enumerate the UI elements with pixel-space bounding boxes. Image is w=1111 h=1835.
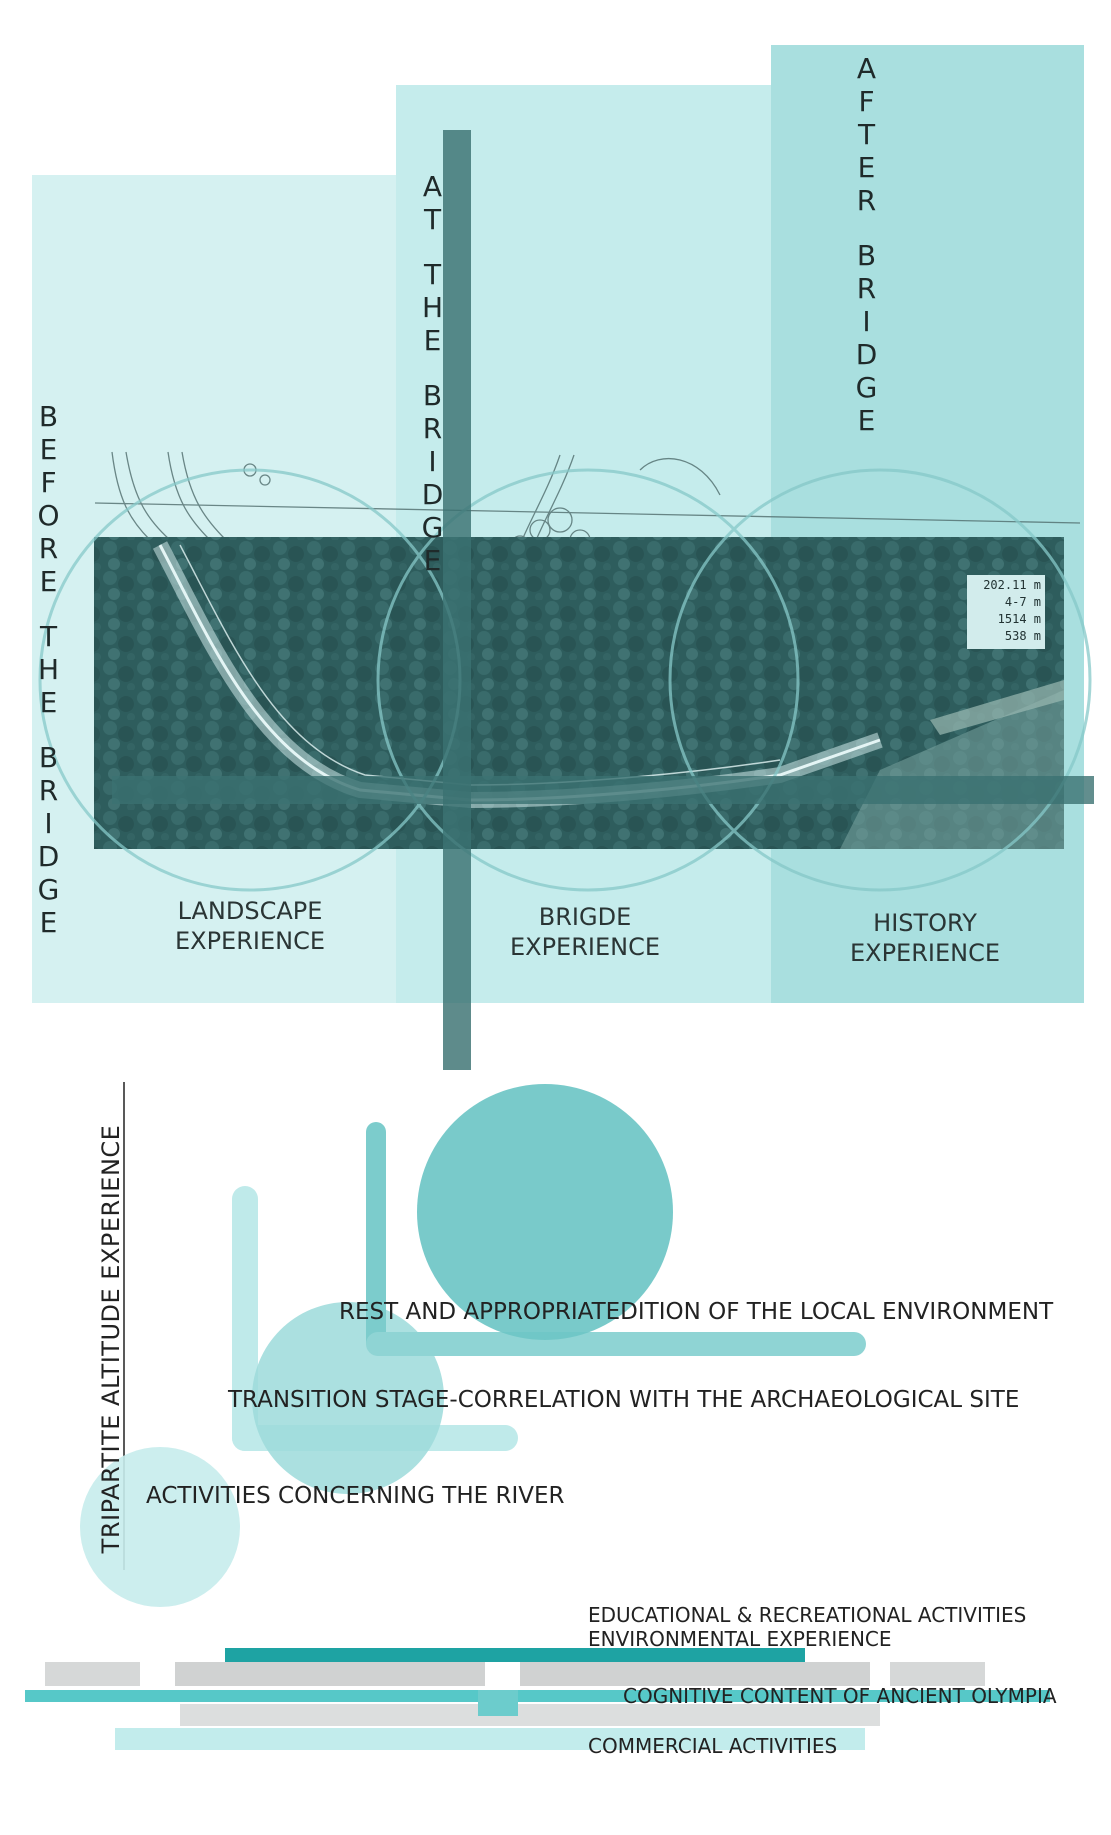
landscape-experience-label — [150, 896, 350, 956]
title-letter: E — [423, 544, 443, 577]
title-letter: F — [858, 85, 876, 118]
title-letter: T — [423, 203, 443, 236]
bridge-stats-box — [967, 575, 1045, 649]
section-label-cognitive: COGNITIVE CONTENT OF ANCIENT OLYMPIA — [623, 1684, 1057, 1708]
experience-line: HISTORY — [873, 909, 977, 937]
level-rest: REST AND APPROPRIATEDITION OF THE LOCAL ENVIRONMENT — [339, 1299, 1054, 1325]
title-letter: O — [37, 499, 61, 532]
title-letter: B — [856, 239, 878, 272]
title-letter: D — [421, 478, 445, 511]
title-letter: E — [39, 565, 59, 598]
title-letter: T — [423, 258, 443, 291]
section-label-educational: EDUCATIONAL & RECREATIONAL ACTIVITIES — [588, 1603, 1027, 1627]
title-letter: B — [422, 379, 444, 412]
title-letter: I — [862, 305, 872, 338]
title-letter: G — [855, 371, 879, 404]
title-letter: H — [421, 291, 445, 324]
title-letter: G — [37, 873, 61, 906]
title-letter: E — [423, 324, 443, 357]
before-the-bridge-title — [34, 400, 64, 939]
title-letter: R — [422, 412, 444, 445]
experience-line: BRIGDE — [538, 903, 632, 931]
title-letter: B — [38, 741, 60, 774]
title-letter: E — [39, 686, 59, 719]
section-label-environmental: ENVIRONMENTAL EXPERIENCE — [588, 1627, 892, 1651]
title-letter: D — [37, 840, 61, 873]
history-experience-label — [825, 908, 1025, 968]
title-letter: E — [857, 151, 877, 184]
level-transition: TRANSITION STAGE-CORRELATION WITH THE ARCHAEOLOGICAL SITE — [228, 1387, 1020, 1413]
title-letter: E — [39, 433, 59, 466]
title-letter: G — [421, 511, 445, 544]
title-letter: R — [38, 774, 60, 807]
experience-line: EXPERIENCE — [509, 933, 661, 961]
title-letter: R — [856, 272, 878, 305]
at-the-bridge-title — [418, 170, 448, 577]
title-letter: B — [38, 400, 60, 433]
stat-width: 4-7 m — [1004, 595, 1041, 609]
stat-distance: 1514 m — [997, 612, 1041, 626]
stat-length: 202.11 m — [983, 578, 1041, 592]
title-letter: A — [422, 170, 444, 203]
title-letter: E — [39, 906, 59, 939]
title-letter: T — [857, 118, 877, 151]
title-letter: I — [428, 445, 438, 478]
after-the-bridge-title — [852, 52, 882, 437]
stat-elevation: 538 m — [1004, 629, 1041, 643]
title-letter: R — [856, 184, 878, 217]
title-letter: I — [44, 807, 54, 840]
bridge-experience-label — [485, 902, 685, 962]
altitude-diagram — [0, 1060, 1111, 1620]
level-river: ACTIVITIES CONCERNING THE RIVER — [146, 1483, 565, 1509]
altitude-axis-title — [97, 1089, 131, 1589]
title-letter: H — [37, 653, 61, 686]
experience-line: LANDSCAPE — [177, 897, 323, 925]
experience-line: EXPERIENCE — [174, 927, 326, 955]
axis-title-text: TRIPARTITE ALTITUDE EXPERIENCE — [97, 1124, 125, 1554]
title-letter: D — [855, 338, 879, 371]
title-letter: F — [40, 466, 58, 499]
experience-line: EXPERIENCE — [849, 939, 1001, 967]
title-letter: E — [857, 404, 877, 437]
title-letter: A — [856, 52, 878, 85]
title-letter: R — [38, 532, 60, 565]
title-letter: T — [39, 620, 59, 653]
section-label-commercial: COMMERCIAL ACTIVITIES — [588, 1734, 838, 1758]
